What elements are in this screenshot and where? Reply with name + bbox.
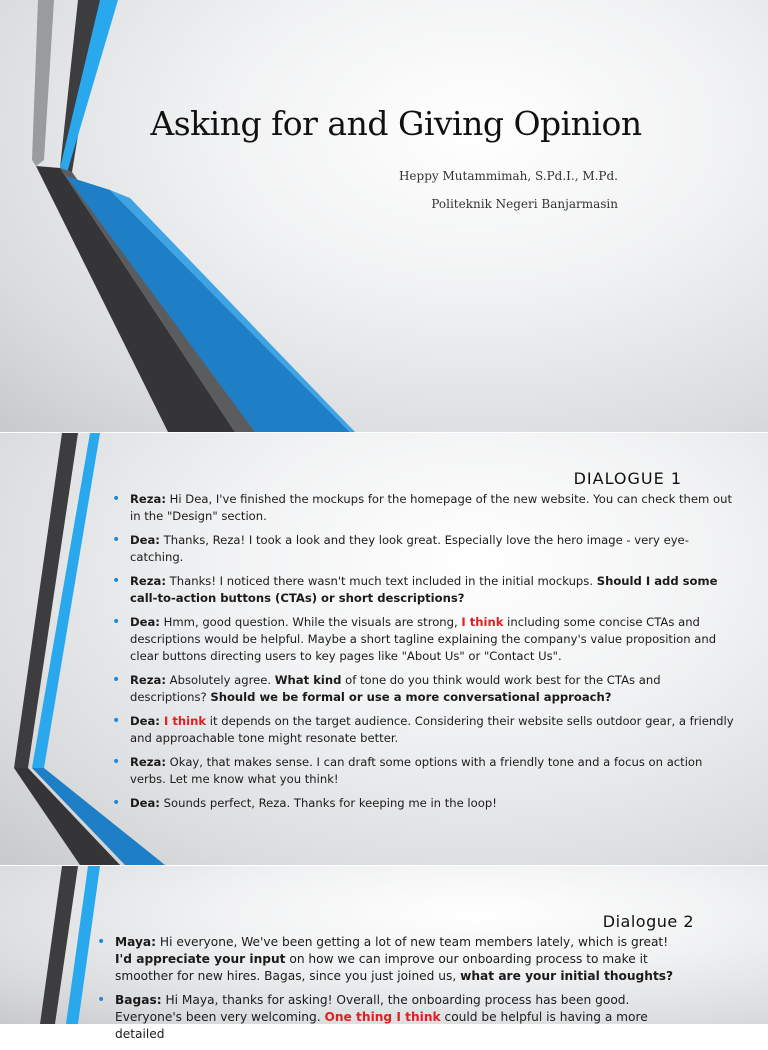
line-text: on how we can improve our onboarding process to make it smoother for new hires. Bagas, since you just joined us, bbox=[115, 952, 648, 983]
bullet-icon: • bbox=[112, 491, 121, 507]
bold-text: Dea: bbox=[130, 714, 164, 728]
line-text: Hi everyone, We've been getting a lot of new team members lately, which is great! bbox=[156, 935, 669, 949]
dialogue-line bbox=[112, 672, 738, 706]
line-text: it depends on the target audience. Considering their website sells outdoor gear, a friendly and approachable tone might resonate better. bbox=[130, 714, 734, 745]
dialogue-lines bbox=[97, 934, 677, 1050]
dialogue-heading: DIALOGUE 1 bbox=[573, 469, 682, 488]
highlighted-phrase: One thing I think bbox=[324, 1010, 441, 1024]
dialogue-line bbox=[112, 532, 738, 566]
line-text: Hi Maya, thanks for asking! Overall, the onboarding process has been good. Everyone's been very welcoming. bbox=[115, 993, 630, 1024]
line-text: of tone do you think would work best for the CTAs and descriptions? bbox=[130, 673, 661, 704]
bullet-icon: • bbox=[97, 934, 106, 950]
bold-text: Reza: bbox=[130, 574, 166, 588]
bold-text: Dea: bbox=[130, 533, 160, 547]
bold-text: Should I add some call-to-action buttons (CTAs) or short descriptions? bbox=[130, 574, 718, 605]
dialogue-line bbox=[112, 713, 738, 747]
line-text: could be helpful is having a more detailed bbox=[115, 1010, 648, 1041]
author-affiliation: Politeknik Negeri Banjarmasin bbox=[431, 197, 618, 211]
bold-text: I'd appreciate your input bbox=[115, 952, 286, 966]
line-text: Absolutely agree. bbox=[166, 673, 275, 687]
line-text: Thanks! I noticed there wasn't much text included in the initial mockups. bbox=[166, 574, 597, 588]
highlighted-phrase: I think bbox=[461, 615, 504, 629]
bullet-icon: • bbox=[97, 992, 106, 1008]
line-text: Okay, that makes sense. I can draft some options with a friendly tone and a focus on action verbs. Let me know what you think! bbox=[130, 755, 703, 786]
bullet-icon: • bbox=[112, 672, 121, 688]
dialogue-line bbox=[112, 491, 738, 525]
bullet-icon: • bbox=[112, 573, 121, 589]
bold-text: Reza: bbox=[130, 673, 166, 687]
dialogue-line bbox=[97, 992, 677, 1043]
bold-text: Reza: bbox=[130, 755, 166, 769]
line-text: including some concise CTAs and descriptions would be helpful. Maybe a short tagline explaining the company's value proposition and clear buttons directing users to key pages like "About Us" or "Contact Us". bbox=[130, 615, 717, 663]
line-text: Hi Dea, I've finished the mockups for the homepage of the new website. You can check them out in the "Design" section. bbox=[130, 492, 732, 523]
bold-text: Should we be formal or use a more conversational approach? bbox=[210, 690, 612, 704]
bold-text: what are your initial thoughts? bbox=[460, 969, 674, 983]
bullet-icon: • bbox=[112, 713, 121, 729]
title-slide bbox=[0, 0, 768, 432]
bold-text: Maya: bbox=[115, 935, 157, 949]
dialogue-line bbox=[112, 573, 738, 607]
dialogue-line bbox=[112, 754, 738, 788]
dialogue-heading: Dialogue 2 bbox=[602, 912, 694, 931]
line-text: Thanks, Reza! I took a look and they look great. Especially love the hero image - very eye-catching. bbox=[130, 533, 689, 564]
bullet-icon: • bbox=[112, 795, 121, 811]
dialogue-line bbox=[112, 795, 738, 812]
decorative-stripes bbox=[0, 0, 768, 432]
author-name: Heppy Mutammimah, S.Pd.I., M.Pd. bbox=[398, 169, 618, 183]
highlighted-phrase: I think bbox=[163, 714, 207, 728]
bold-text: Dea: bbox=[130, 615, 160, 629]
line-text: Hmm, good question. While the visuals are strong, bbox=[159, 615, 462, 629]
bold-text: Dea: bbox=[130, 796, 160, 810]
dialogue-line bbox=[97, 934, 677, 985]
dialogue-1-slide bbox=[0, 433, 768, 865]
bullet-icon: • bbox=[112, 614, 121, 630]
bullet-icon: • bbox=[112, 532, 121, 548]
bold-text: Reza: bbox=[130, 492, 166, 506]
bold-text: Bagas: bbox=[115, 993, 162, 1007]
bold-text: What kind bbox=[274, 673, 342, 687]
dialogue-2-slide bbox=[0, 866, 768, 1041]
dialogue-lines bbox=[112, 491, 738, 819]
presentation-title: Asking for and Giving Opinion bbox=[150, 104, 642, 143]
bullet-icon: • bbox=[112, 754, 121, 770]
line-text: Sounds perfect, Reza. Thanks for keeping me in the loop! bbox=[159, 796, 497, 810]
dialogue-line bbox=[112, 614, 738, 665]
